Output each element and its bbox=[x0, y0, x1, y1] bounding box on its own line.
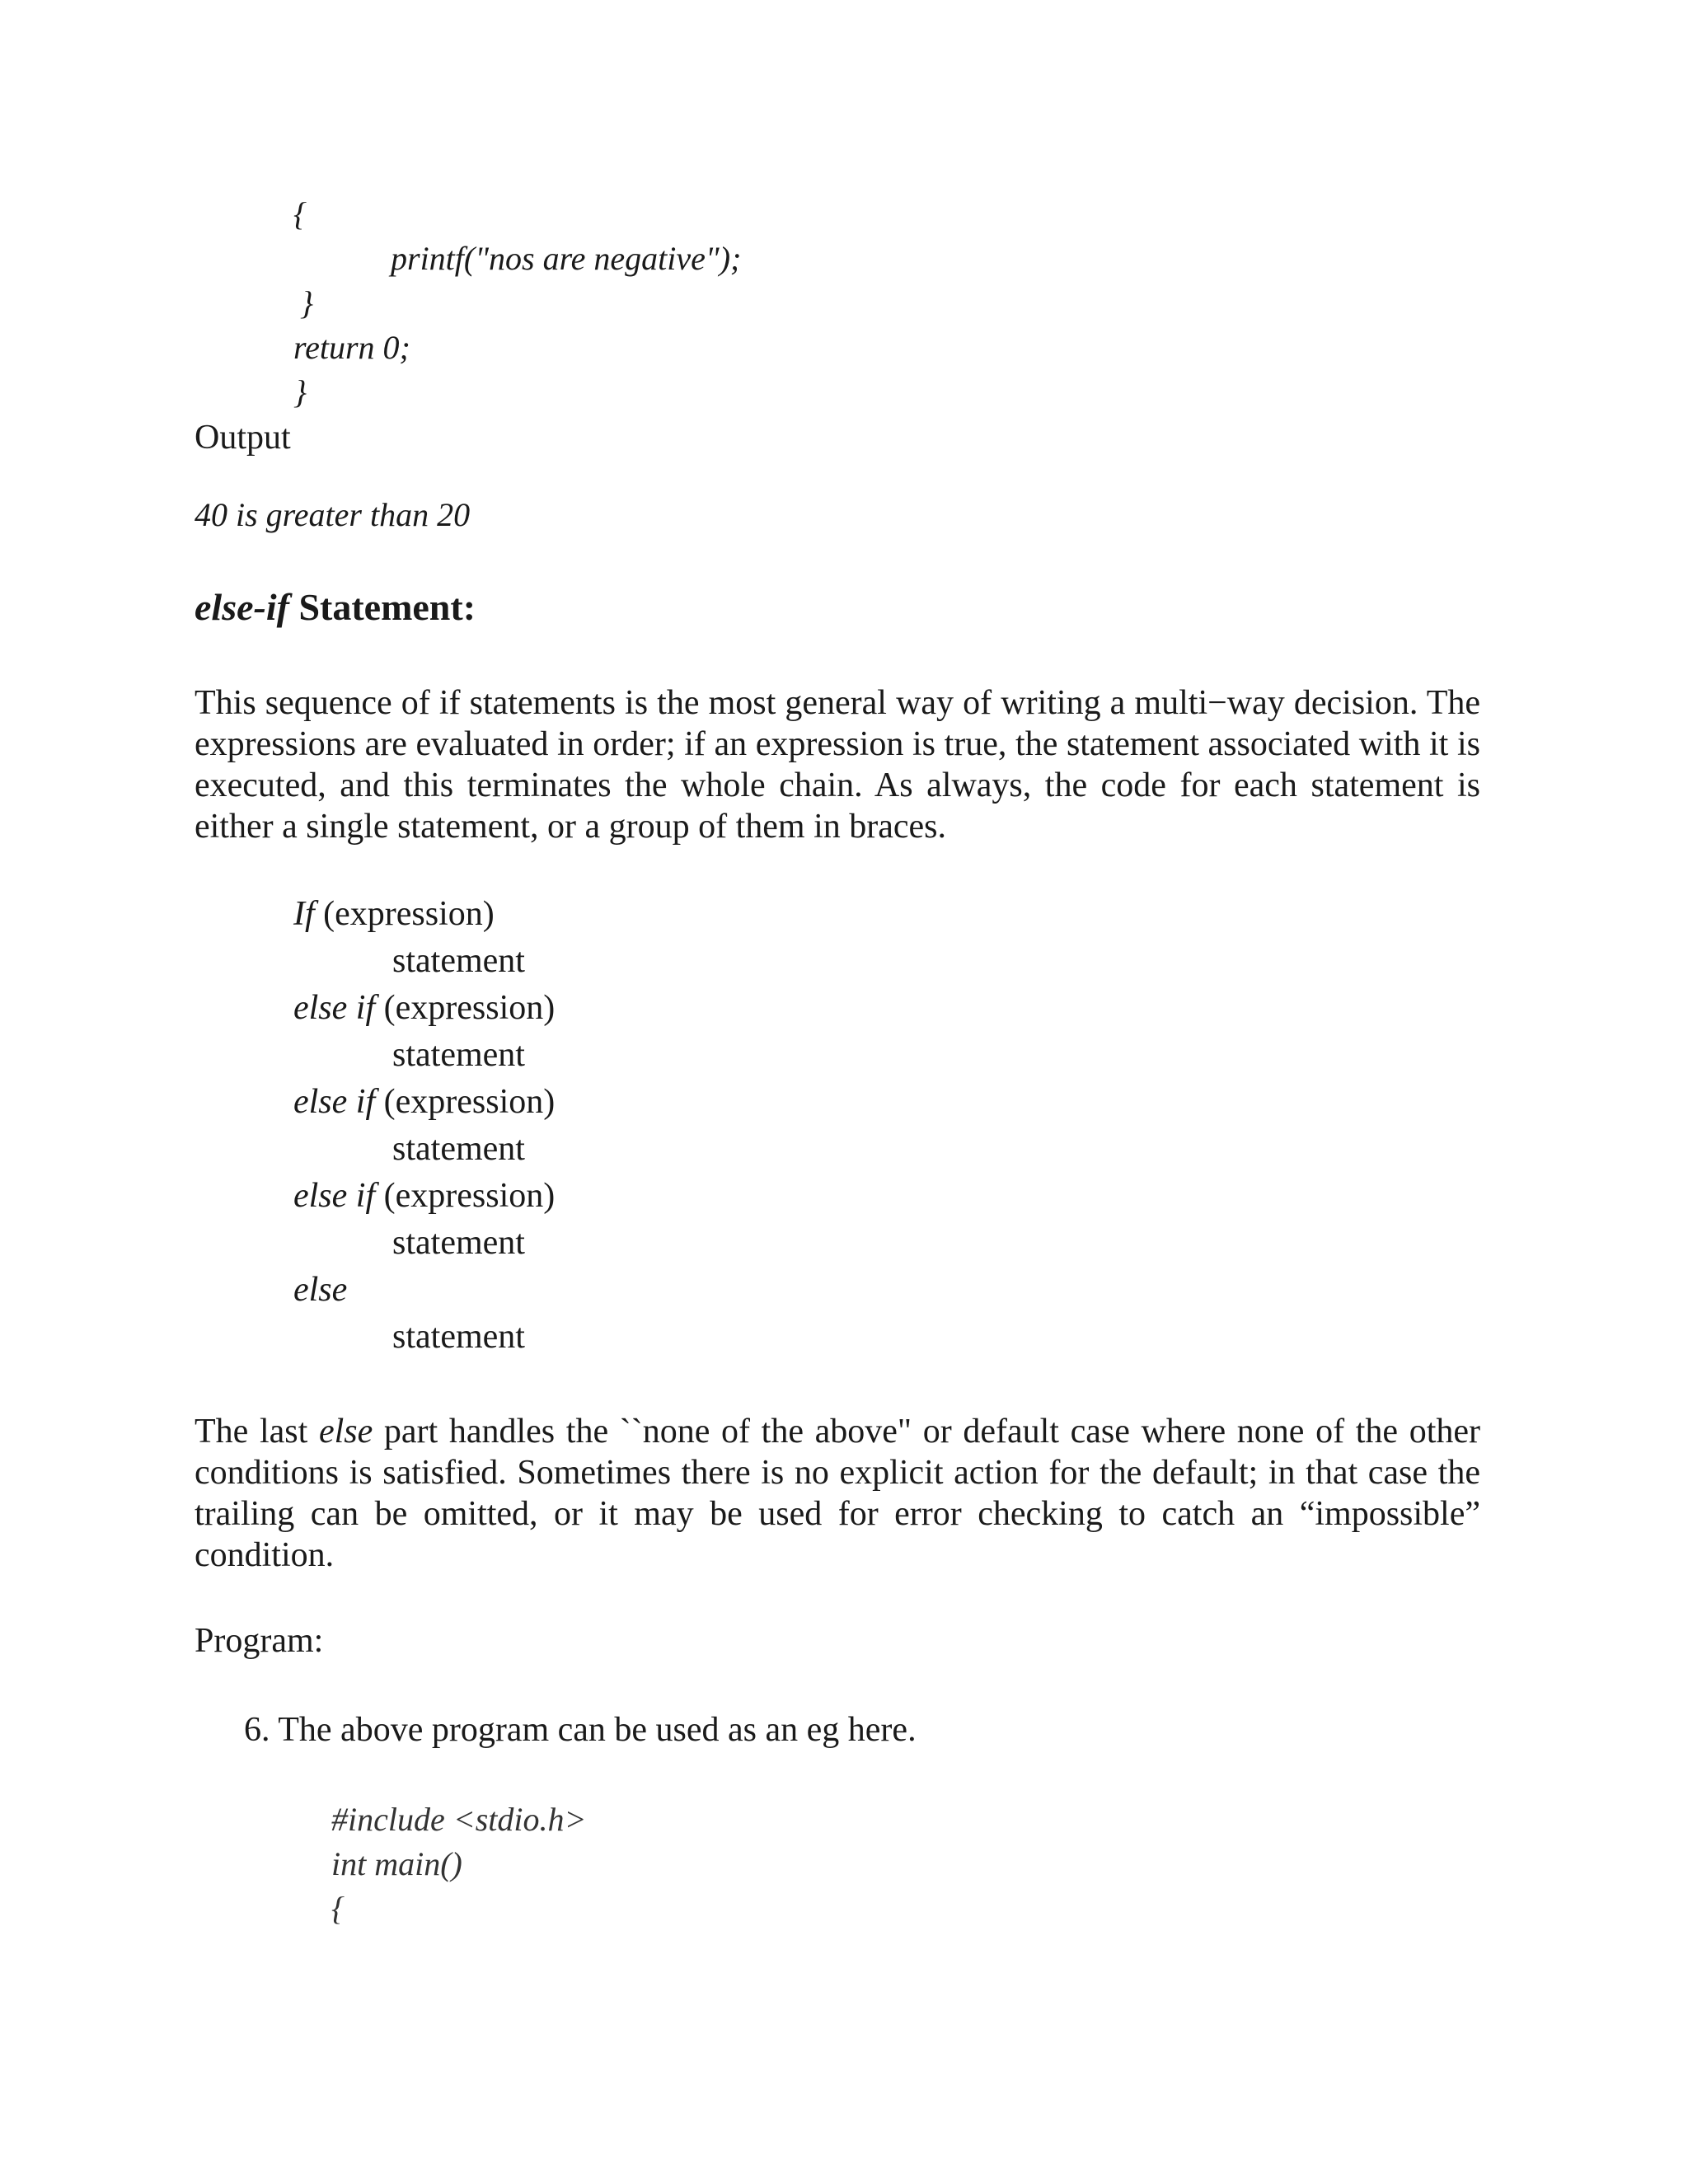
default-paragraph-start: The last bbox=[195, 1413, 319, 1451]
syntax-expression: (expression) bbox=[375, 1177, 556, 1215]
output-label: Output bbox=[195, 419, 291, 457]
section-heading bbox=[195, 585, 476, 629]
syntax-statement: statement bbox=[392, 1036, 525, 1074]
output-value: 40 is greater than 20 bbox=[195, 496, 471, 533]
code-open-brace: { bbox=[293, 195, 307, 232]
syntax-else-keyword: else bbox=[293, 1271, 348, 1309]
syntax-if-keyword: If bbox=[293, 895, 315, 933]
code-include-line: #include <stdio.h> bbox=[331, 1801, 587, 1838]
code-open-brace-bottom: { bbox=[331, 1890, 345, 1927]
default-paragraph bbox=[195, 1411, 1480, 1576]
intro-paragraph: This sequence of if statements is the most general way of writing a multi−way decision. The expressions are evaluated in order; if an expression is true, the statement associated with it is executed, and this terminates the whole chain. As always, the code for each statement is either a single statement, or a group of them in braces. bbox=[195, 684, 1480, 846]
syntax-expression: (expression) bbox=[314, 895, 495, 933]
list-item-text: The above program can be used as an eg here. bbox=[278, 1711, 917, 1749]
list-item bbox=[244, 1709, 917, 1750]
syntax-statement: statement bbox=[392, 1130, 525, 1168]
syntax-else-if-keyword: else if bbox=[293, 1083, 376, 1121]
syntax-else-if-line bbox=[293, 1175, 555, 1216]
code-final-brace: } bbox=[293, 373, 307, 410]
code-close-brace: } bbox=[300, 284, 313, 321]
default-paragraph-rest: part handles the ``none of the above" or default case where none of the other conditions is satisfied. Sometimes there is no explicit action for the default; in that case the trailing can be omitted, or it may be used for error checking to catch an “impossible” condition. bbox=[195, 1413, 1480, 1574]
syntax-expression: (expression) bbox=[375, 989, 556, 1027]
syntax-expression: (expression) bbox=[375, 1083, 556, 1121]
syntax-else-if-keyword: else if bbox=[293, 989, 376, 1027]
syntax-statement: statement bbox=[392, 1224, 525, 1262]
default-paragraph-else: else bbox=[318, 1413, 373, 1451]
syntax-else-if-line bbox=[293, 1081, 555, 1122]
syntax-statement: statement bbox=[392, 1318, 525, 1356]
syntax-statement: statement bbox=[392, 942, 525, 980]
program-label: Program: bbox=[195, 1622, 324, 1660]
code-main-line: int main() bbox=[331, 1845, 462, 1882]
heading-text: Statement: bbox=[288, 586, 476, 628]
code-printf-line: printf("nos are negative"); bbox=[391, 240, 742, 277]
syntax-else-if-line bbox=[293, 987, 555, 1029]
code-return-line: return 0; bbox=[293, 329, 410, 366]
syntax-if-line bbox=[293, 893, 495, 935]
list-item-number: 6. bbox=[244, 1711, 270, 1749]
heading-keyword: else-if bbox=[195, 586, 289, 628]
syntax-else-if-keyword: else if bbox=[293, 1177, 376, 1215]
